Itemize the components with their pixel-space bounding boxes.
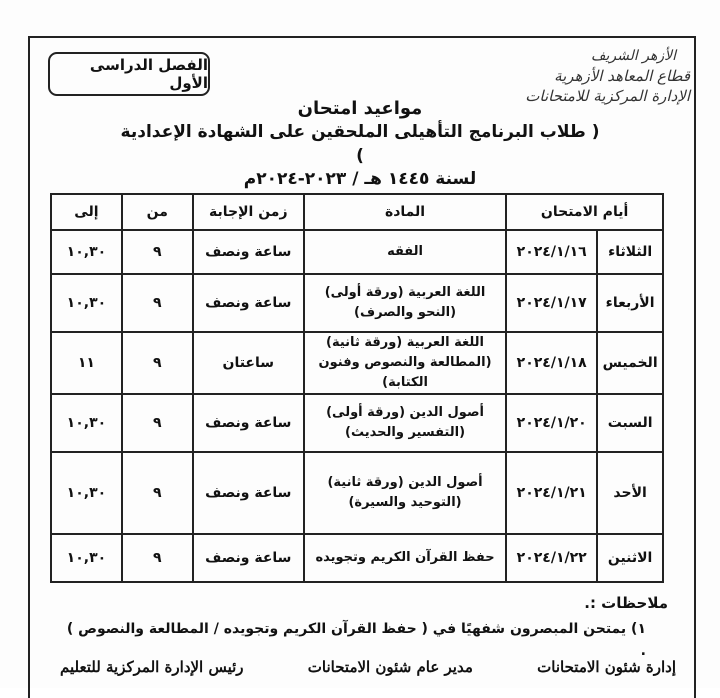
signatures-row (60, 658, 676, 676)
table-row (51, 394, 663, 452)
table-row (51, 534, 663, 582)
cell-date: ٢٠٢٤/١/٢٠ (506, 394, 597, 452)
header-duration: زمن الإجابة (193, 194, 304, 230)
cell-day: الأربعاء (597, 274, 663, 332)
cell-subject (304, 394, 506, 452)
cell-from: ٩ (122, 230, 193, 274)
cell-day: الأحد (597, 452, 663, 534)
cell-from: ٩ (122, 534, 193, 582)
subject-line: اللغة العربية (ورقة أولى) (324, 285, 486, 300)
cell-to: ١٠,٣٠ (51, 394, 122, 452)
note-item: ١) يمتحن المبصرون شفهيًا في ( حفظ القرآن الكريم وتجويده / المطالعة والنصوص ) . (66, 621, 646, 659)
letterhead-line-3: الإدارة المركزية للامتحانات (525, 87, 690, 105)
letterhead-line-2: قطاع المعاهد الأزهرية (554, 67, 690, 85)
title-line-1: مواعيد امتحان (297, 98, 423, 119)
signature-exams-affairs: إدارة شئون الامتحانات (537, 658, 676, 676)
subject-line: الفقه (387, 244, 423, 259)
cell-subject (304, 534, 506, 582)
subject-subline: (المطالعة والنصوص وفنون الكتابة) (318, 355, 492, 390)
header-to: إلى (51, 194, 122, 230)
cell-subject (304, 452, 506, 534)
cell-from: ٩ (122, 452, 193, 534)
term-label: الفصل الدراسى الأول (89, 56, 208, 92)
cell-from: ٩ (122, 394, 193, 452)
term-label-box (48, 52, 210, 96)
cell-date: ٢٠٢٤/١/١٨ (506, 332, 597, 394)
table-row (51, 332, 663, 394)
subject-line: حفظ القرآن الكريم وتجويده (315, 550, 495, 565)
header-from: من (122, 194, 193, 230)
cell-day: الاثنين (597, 534, 663, 582)
cell-date: ٢٠٢٤/١/١٦ (506, 230, 597, 274)
cell-duration: ساعة ونصف (193, 274, 304, 332)
cell-duration: ساعة ونصف (193, 230, 304, 274)
cell-date: ٢٠٢٤/١/١٧ (506, 274, 597, 332)
subject-subline: (التفسير والحديث) (345, 425, 466, 440)
cell-from: ٩ (122, 274, 193, 332)
cell-to: ١٠,٣٠ (51, 230, 122, 274)
signature-exams-director: مدير عام شئون الامتحانات (307, 658, 473, 676)
cell-subject (304, 332, 506, 394)
subject-subline: (التوحيد والسيرة) (348, 495, 462, 510)
cell-day: السبت (597, 394, 663, 452)
cell-date: ٢٠٢٤/١/٢١ (506, 452, 597, 534)
notes-section (58, 592, 668, 662)
letterhead-line-1: الأزهر الشريف (591, 48, 676, 64)
subject-line: أصول الدين (ورقة أولى) (326, 405, 484, 420)
table-row (51, 274, 663, 332)
document-title (120, 98, 600, 190)
title-line-2: ( طلاب البرنامج التأهيلى الملحقين على الشهادة الإعدادية ) (120, 122, 600, 166)
azhar-letterhead (490, 46, 690, 106)
cell-to: ١٠,٣٠ (51, 274, 122, 332)
subject-subline: (النحو والصرف) (354, 305, 457, 320)
cell-from: ٩ (122, 332, 193, 394)
cell-to: ١١ (51, 332, 122, 394)
cell-day: الخميس (597, 332, 663, 394)
cell-to: ١٠,٣٠ (51, 452, 122, 534)
cell-duration: ساعة ونصف (193, 534, 304, 582)
notes-label: ملاحظات :. (584, 594, 668, 612)
cell-duration: ساعة ونصف (193, 452, 304, 534)
cell-subject (304, 230, 506, 274)
table-row (51, 230, 663, 274)
title-line-3: لسنة ١٤٤٥ هـ / ٢٠٢٣-٢٠٢٤م (243, 169, 477, 189)
cell-duration: ساعة ونصف (193, 394, 304, 452)
signature-central-education-head: رئيس الإدارة المركزية للتعليم (60, 658, 244, 676)
exam-schedule-table (50, 193, 664, 583)
cell-duration: ساعتان (193, 332, 304, 394)
cell-subject (304, 274, 506, 332)
cell-to: ١٠,٣٠ (51, 534, 122, 582)
subject-line: أصول الدين (ورقة ثانية) (327, 475, 483, 490)
cell-date: ٢٠٢٤/١/٢٢ (506, 534, 597, 582)
cell-day: الثلاثاء (597, 230, 663, 274)
header-subject: المادة (304, 194, 506, 230)
subject-line: اللغة العربية (ورقة ثانية) (326, 335, 485, 350)
table-row (51, 452, 663, 534)
table-header-row (51, 194, 663, 230)
header-exam-days: أيام الامتحان (506, 194, 663, 230)
